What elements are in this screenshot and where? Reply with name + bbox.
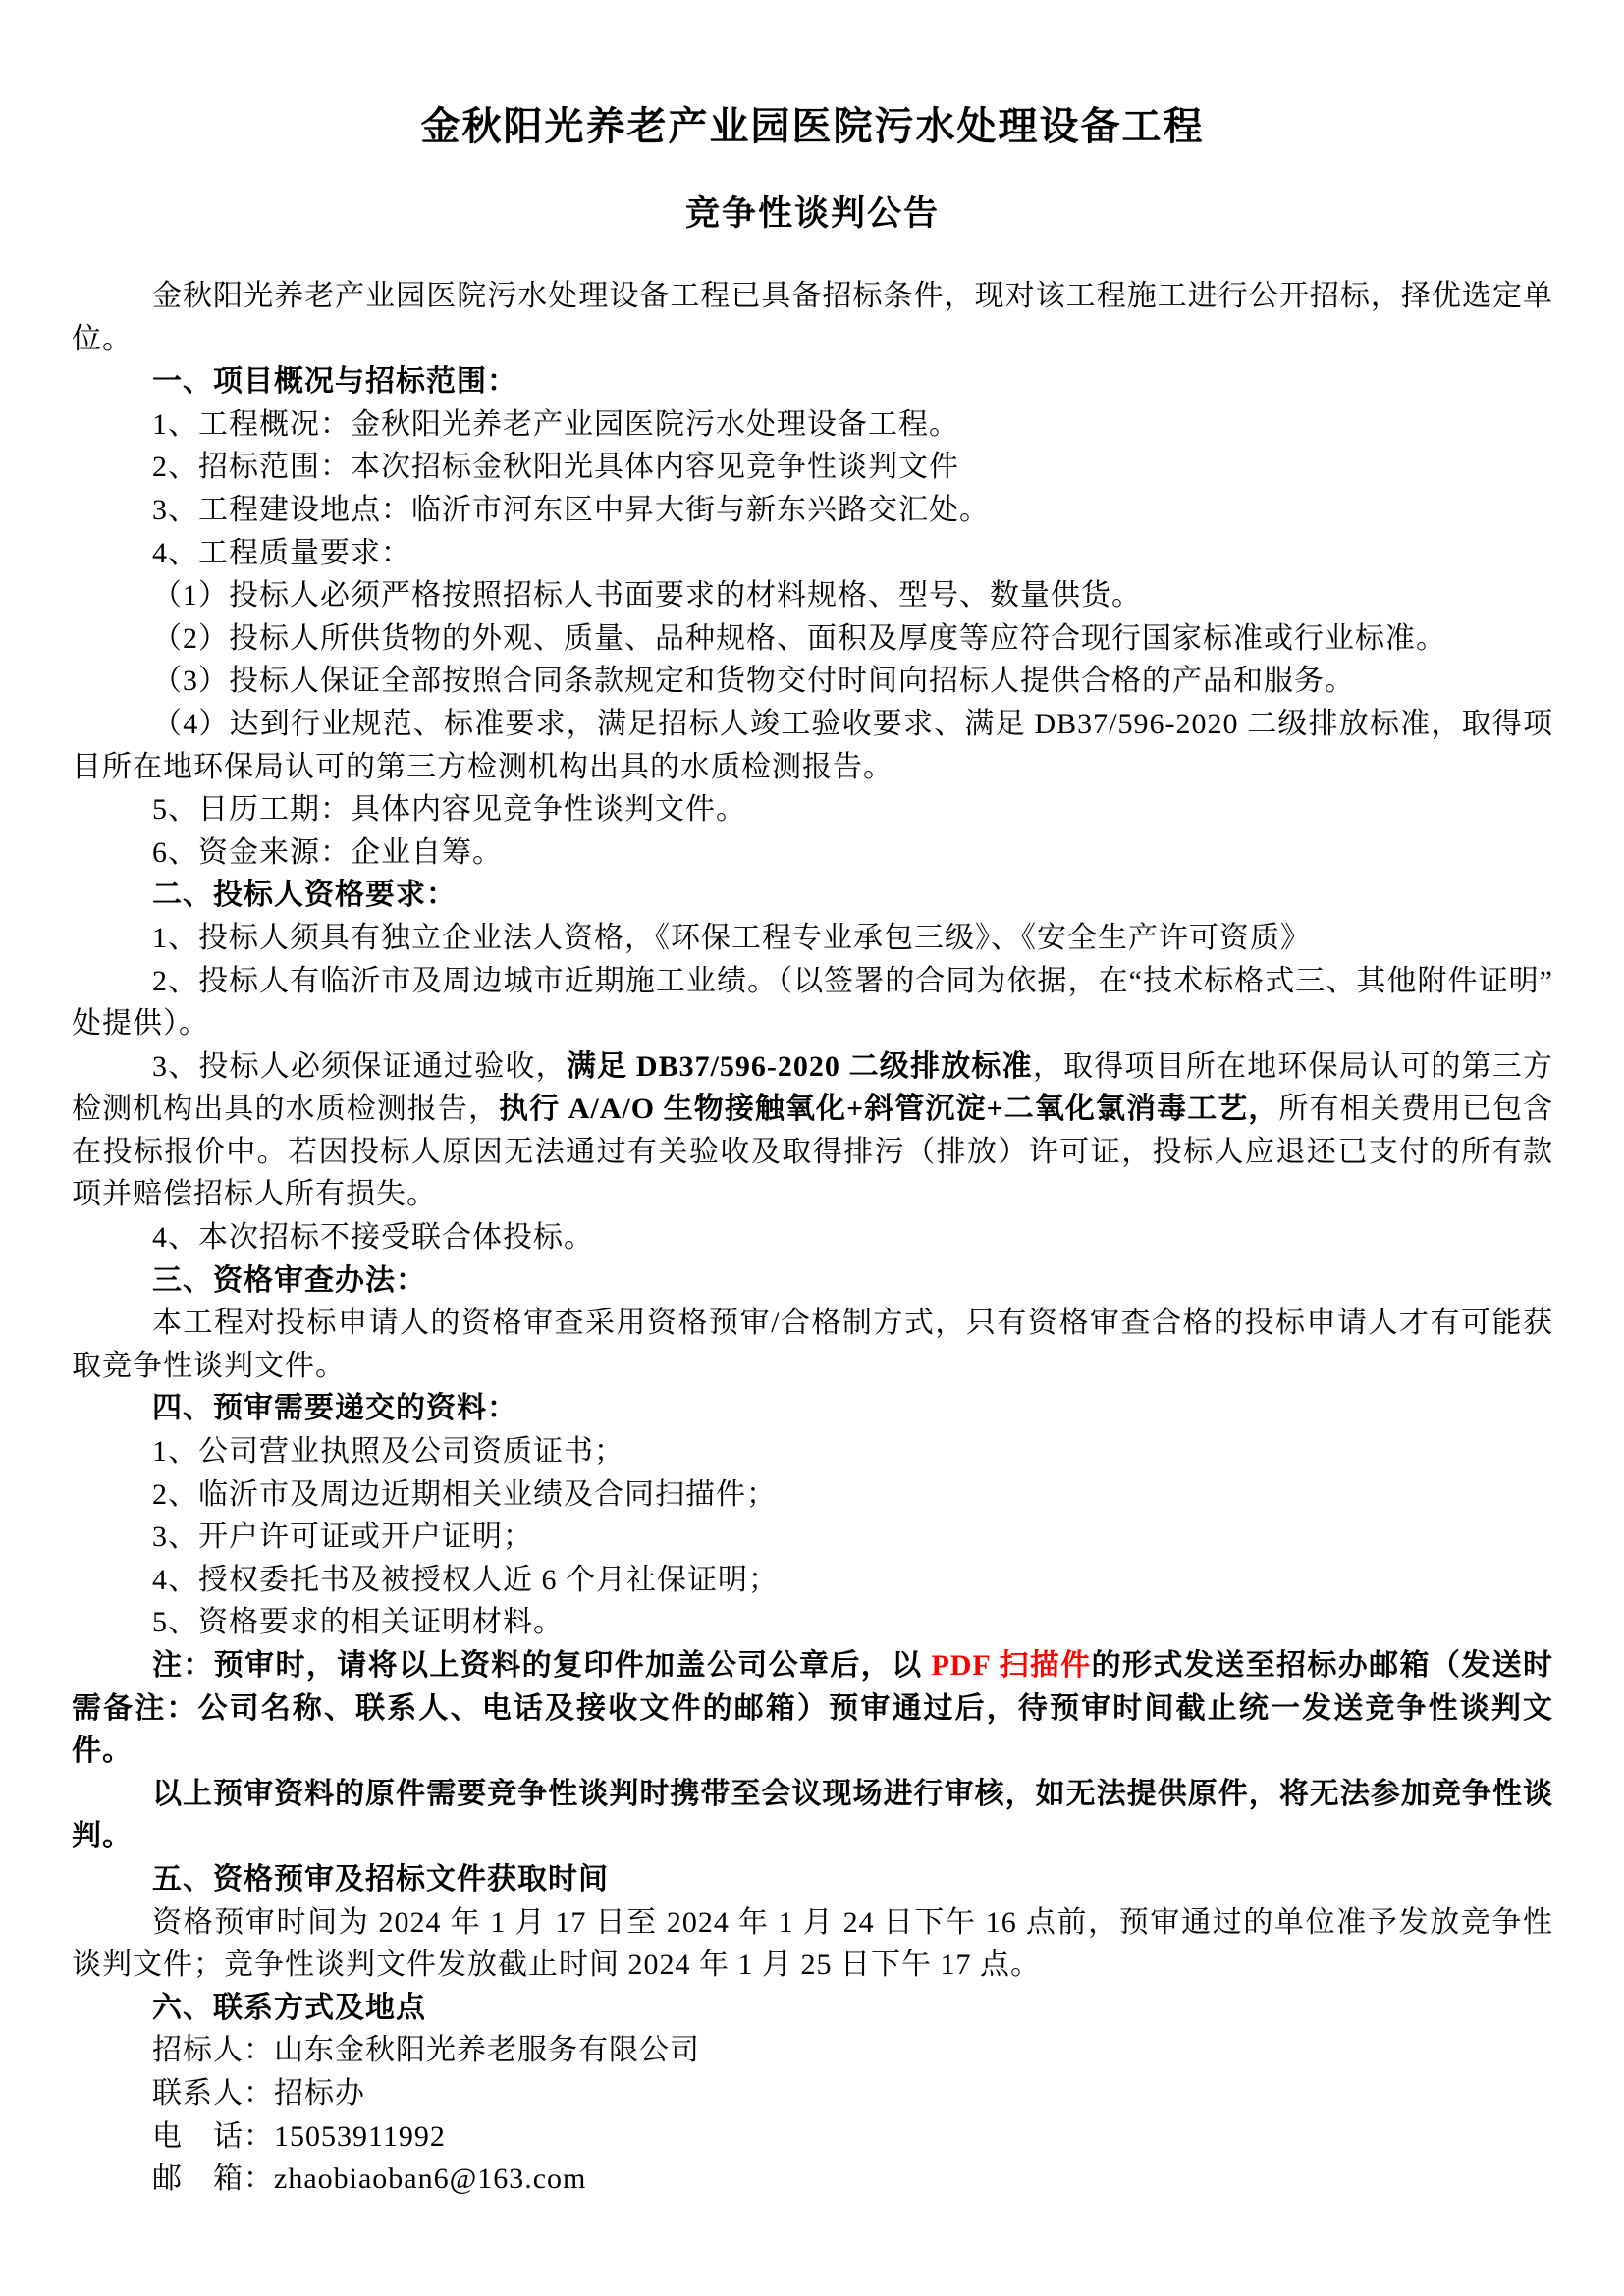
paragraph (72, 1473, 1553, 1517)
paragraph (72, 703, 1553, 788)
paragraph (72, 1516, 1553, 1559)
contact-line (72, 2158, 1553, 2201)
text-run: （4）达到行业规范、标准要求，满足招标人竣工验收要求、满足 DB37/596-2020 二级排放标准，取得项目所在地环保局认可的第三方检测机构出具的水质检测报告。 (72, 707, 1553, 783)
text-run: 金秋阳光养老产业园医院污水处理设备工程已具备招标条件，现对该工程施工进行公开招标，择优选定单位。 (72, 280, 1553, 355)
text-run: （3）投标人保证全部按照合同条款规定和货物交付时间向招标人提供合格的产品和服务。 (152, 665, 1355, 698)
document-title: 金秋阳光养老产业园医院污水处理设备工程 (420, 104, 1205, 148)
text-run: 3、投标人必须保证通过验收， (152, 1049, 567, 1083)
note-paragraph (72, 1773, 1553, 1858)
bold-text-run: 注：预审时，请将以上资料的复印件加盖公司公章后，以 (152, 1649, 932, 1682)
document-body (72, 275, 1553, 2201)
section-heading (72, 1987, 1553, 2030)
paragraph (72, 403, 1553, 447)
text-run: 5、资格要求的相关证明材料。 (152, 1606, 564, 1639)
contact-line (72, 2115, 1553, 2159)
text-run: 联系人：招标办 (152, 2076, 365, 2109)
text-run: （1）投标人必须严格按照招标人书面要求的材料规格、型号、数量供货。 (152, 579, 1142, 613)
text-run: 2、临沂市及周边近期相关业绩及合同扫描件； (152, 1477, 777, 1511)
text-run: 3、工程建设地点：临沂市河东区中昇大街与新东兴路交汇处。 (152, 493, 990, 526)
section-heading (72, 1858, 1553, 1901)
text-run: 2、招标范围：本次招标金秋阳光具体内容见竞争性谈判文件 (152, 451, 959, 484)
paragraph (72, 1901, 1553, 1987)
contact-line (72, 2029, 1553, 2072)
paragraph (72, 1430, 1553, 1473)
paragraph (72, 831, 1553, 875)
text-run: 邮 箱：zhaobiaoban6@163.com (152, 2163, 587, 2196)
text-run: 4、工程质量要求： (152, 536, 411, 569)
section-heading (72, 1259, 1553, 1303)
paragraph (72, 446, 1553, 489)
bold-text-run: 执行 A/A/O 生物接触氧化+斜管沉淀+二氧化氯消毒工艺， (499, 1093, 1279, 1126)
paragraph (72, 489, 1553, 532)
text-run: 四、预审需要递交的资料： (152, 1392, 517, 1425)
text-run: 招标人：山东金秋阳光养老服务有限公司 (152, 2034, 700, 2067)
paragraph (72, 1559, 1553, 1602)
text-run: 1、公司营业执照及公司资质证书； (152, 1435, 624, 1468)
text-run: 二、投标人资格要求： (152, 879, 457, 912)
paragraph (72, 788, 1553, 831)
bold-text-run: 满足 DB37/596-2020 二级排放标准 (566, 1049, 1033, 1083)
note-paragraph (72, 1644, 1553, 1773)
section-heading (72, 1387, 1553, 1430)
paragraph (72, 532, 1553, 575)
paragraph (72, 1302, 1553, 1387)
text-run: 4、授权委托书及被授权人近 6 个月社保证明； (152, 1563, 779, 1596)
highlight-red-text: PDF 扫描件 (931, 1649, 1092, 1682)
text-run: 资格预审时间为 2024 年 1 月 17 日至 2024 年 1 月 24 日下午 16 点前，预审通过的单位准予发放竞争性谈判文件；竞争性谈判文件发放截止时间 2024 年 1 月 25 日下午 17 点。 (72, 1905, 1553, 1982)
text-run: 5、日历工期：具体内容见竞争性谈判文件。 (152, 793, 746, 827)
document-subtitle: 竞争性谈判公告 (684, 194, 940, 233)
text-run: 1、投标人须具有独立企业法人资格，《环保工程专业承包三级》、《安全生产许可资质》 (152, 921, 1311, 954)
text-run: ，取得项目所在地环保局认可的第三方检测机构出具的水质检测报告， (72, 1049, 1554, 1126)
paragraph (72, 917, 1553, 960)
text-run: 6、资金来源：企业自筹。 (152, 835, 503, 869)
text-run: 所有相关费用已包含在投标报价中。若因投标人原因无法通过有关验收及取得排污（排放）许可证，投标人应退还已支付的所有款项并赔偿招标人所有损失。 (72, 1093, 1554, 1211)
document-content (72, 98, 1553, 2201)
text-run: 电 话：15053911992 (152, 2119, 446, 2153)
paragraph (72, 1601, 1553, 1644)
text-run: 1、工程概况：金秋阳光养老产业园医院污水处理设备工程。 (152, 407, 959, 441)
text-run: 五、资格预审及招标文件获取时间 (152, 1862, 609, 1896)
text-run: 2、投标人有临沂市及周边城市近期施工业绩。（以签署的合同为依据，在“技术标格式三、其他附件证明”处提供）。 (72, 964, 1553, 1041)
text-run: 一、项目概况与招标范围： (152, 365, 517, 399)
text-run: 本工程对投标申请人的资格审查采用资格预审/合格制方式，只有资格审查合格的投标申请人才有可能获取竞争性谈判文件。 (72, 1307, 1553, 1382)
paragraph (72, 660, 1553, 703)
paragraph (72, 1045, 1553, 1216)
paragraph (72, 1216, 1553, 1259)
bold-text-run: 的形式发送至招标办邮箱（发送时需备注：公司名称、联系人、电话及接收文件的邮箱）预审通过后，待预审时间截止统一发送竞争性谈判文件。 (72, 1649, 1554, 1768)
text-run: （2）投标人所供货物的外观、质量、品种规格、面积及厚度等应符合现行国家标准或行业标准。 (152, 621, 1446, 655)
paragraph (72, 960, 1553, 1045)
paragraph (72, 617, 1553, 661)
text-run: 3、开户许可证或开户证明； (152, 1521, 533, 1554)
text-run: 三、资格审查办法： (152, 1263, 426, 1297)
text-run: 六、联系方式及地点 (152, 1991, 426, 2024)
bold-text-run: 以上预审资料的原件需要竞争性谈判时携带至会议现场进行审核，如无法提供原件，将无法参加竞争性谈判。 (72, 1777, 1553, 1853)
section-heading (72, 874, 1553, 917)
section-heading (72, 360, 1553, 403)
text-run: 4、本次招标不接受联合体投标。 (152, 1221, 594, 1255)
paragraph (72, 574, 1553, 617)
paragraph (72, 275, 1553, 360)
contact-line (72, 2072, 1553, 2115)
